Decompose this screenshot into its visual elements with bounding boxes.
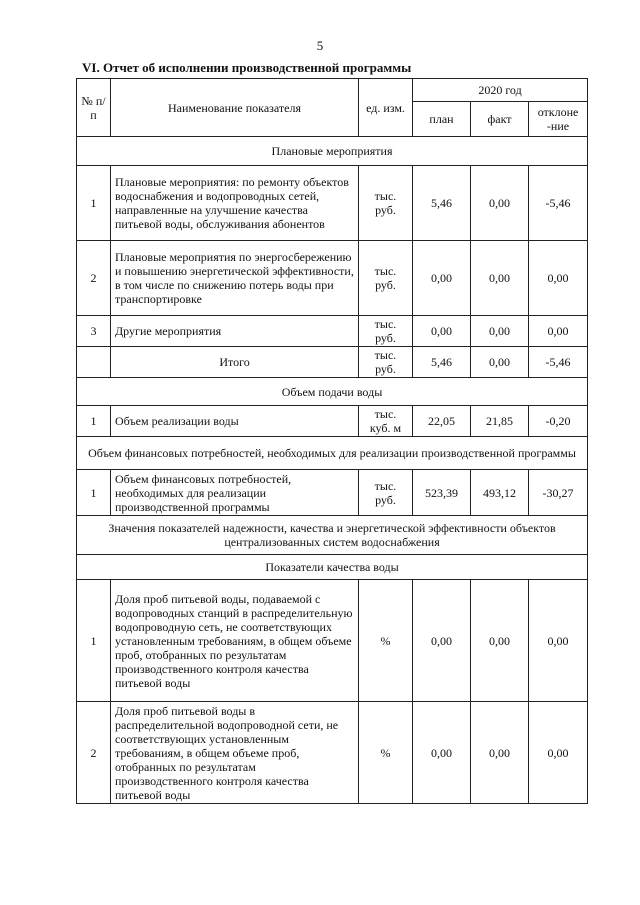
row-dev: 0,00: [529, 241, 588, 316]
row-name: Объем финансовых потребностей, необходимых для реализации производственной программы: [111, 470, 359, 516]
row-fact: 0,00: [471, 702, 529, 804]
table-row: [77, 702, 588, 804]
row-num: 1: [77, 166, 111, 241]
row-unit: тыс. руб.: [359, 166, 413, 241]
header-year: 2020 год: [413, 79, 588, 102]
row-plan: 0,00: [413, 241, 471, 316]
total-row: [77, 347, 588, 378]
row-dev: -0,20: [529, 406, 588, 437]
row-dev: 0,00: [529, 316, 588, 347]
section-row-reliability: [77, 516, 588, 555]
row-fact: 0,00: [471, 316, 529, 347]
row-unit: тыс. руб.: [359, 241, 413, 316]
section-row-quality: [77, 555, 588, 580]
row-name: Объем реализации воды: [111, 406, 359, 437]
row-num: 1: [77, 470, 111, 516]
row-plan: 22,05: [413, 406, 471, 437]
row-fact: 0,00: [471, 580, 529, 702]
row-unit: %: [359, 580, 413, 702]
section-reliability: Значения показателей надежности, качества и энергетической эффективности объектов централизованных систем водоснабжения: [77, 516, 588, 555]
header-dev: отклоне -ние: [529, 102, 588, 137]
header-row: [77, 79, 588, 102]
header-fact: факт: [471, 102, 529, 137]
section-volume: Объем подачи воды: [77, 378, 588, 406]
row-unit: тыс. руб.: [359, 316, 413, 347]
table-row: [77, 316, 588, 347]
row-num: 2: [77, 702, 111, 804]
row-unit: тыс. руб.: [359, 347, 413, 378]
row-name: Плановые мероприятия: по ремонту объектов водоснабжения и водопроводных сетей, направленные на улучшение качества питьевой воды, обслуживания абонентов: [111, 166, 359, 241]
row-num: 1: [77, 580, 111, 702]
row-num: 1: [77, 406, 111, 437]
row-name: Итого: [111, 347, 359, 378]
section-finance: Объем финансовых потребностей, необходимых для реализации производственной программы: [77, 437, 588, 470]
row-plan: 0,00: [413, 702, 471, 804]
row-unit: %: [359, 702, 413, 804]
table-row: [77, 241, 588, 316]
row-num: [77, 347, 111, 378]
row-dev: 0,00: [529, 702, 588, 804]
header-unit: ед. изм.: [359, 79, 413, 137]
report-table: [76, 78, 588, 804]
table-row: [77, 406, 588, 437]
row-plan: 0,00: [413, 580, 471, 702]
row-fact: 0,00: [471, 347, 529, 378]
row-fact: 0,00: [471, 166, 529, 241]
table-row: [77, 470, 588, 516]
row-name: Плановые мероприятия по энергосбережению и повышению энергетической эффективности, в том числе по снижению потерь воды при транспортировке: [111, 241, 359, 316]
section-planned: Плановые мероприятия: [77, 137, 588, 166]
row-num: 3: [77, 316, 111, 347]
row-num: 2: [77, 241, 111, 316]
section-row-volume: [77, 378, 588, 406]
row-dev: -30,27: [529, 470, 588, 516]
section-title: VI. Отчет об исполнении производственной программы: [82, 60, 412, 75]
row-fact: 493,12: [471, 470, 529, 516]
row-dev: 0,00: [529, 580, 588, 702]
header-name: Наименование показателя: [111, 79, 359, 137]
row-name: Другие мероприятия: [111, 316, 359, 347]
row-plan: 5,46: [413, 347, 471, 378]
page-number: 5: [316, 38, 324, 53]
row-fact: 21,85: [471, 406, 529, 437]
table-row: [77, 580, 588, 702]
row-dev: -5,46: [529, 347, 588, 378]
section-quality: Показатели качества воды: [77, 555, 588, 580]
header-num: № п/п: [77, 79, 111, 137]
header-plan: план: [413, 102, 471, 137]
section-row-finance: [77, 437, 588, 470]
row-plan: 523,39: [413, 470, 471, 516]
row-name: Доля проб питьевой воды, подаваемой с водопроводных станций в распределительную водопроводную сеть, не соответствующих установленным требованиям, в общем объеме проб, отобранных по результатам производственного контроля качества питьевой воды: [111, 580, 359, 702]
row-dev: -5,46: [529, 166, 588, 241]
row-unit: тыс. куб. м: [359, 406, 413, 437]
table-row: [77, 166, 588, 241]
row-plan: 0,00: [413, 316, 471, 347]
section-row-planned: [77, 137, 588, 166]
row-unit: тыс. руб.: [359, 470, 413, 516]
row-fact: 0,00: [471, 241, 529, 316]
row-name: Доля проб питьевой воды в распределительной водопроводной сети, не соответствующих установленным требованиям, в общем объеме проб, отобранных по результатам производственного контроля качества питьевой воды: [111, 702, 359, 804]
row-plan: 5,46: [413, 166, 471, 241]
